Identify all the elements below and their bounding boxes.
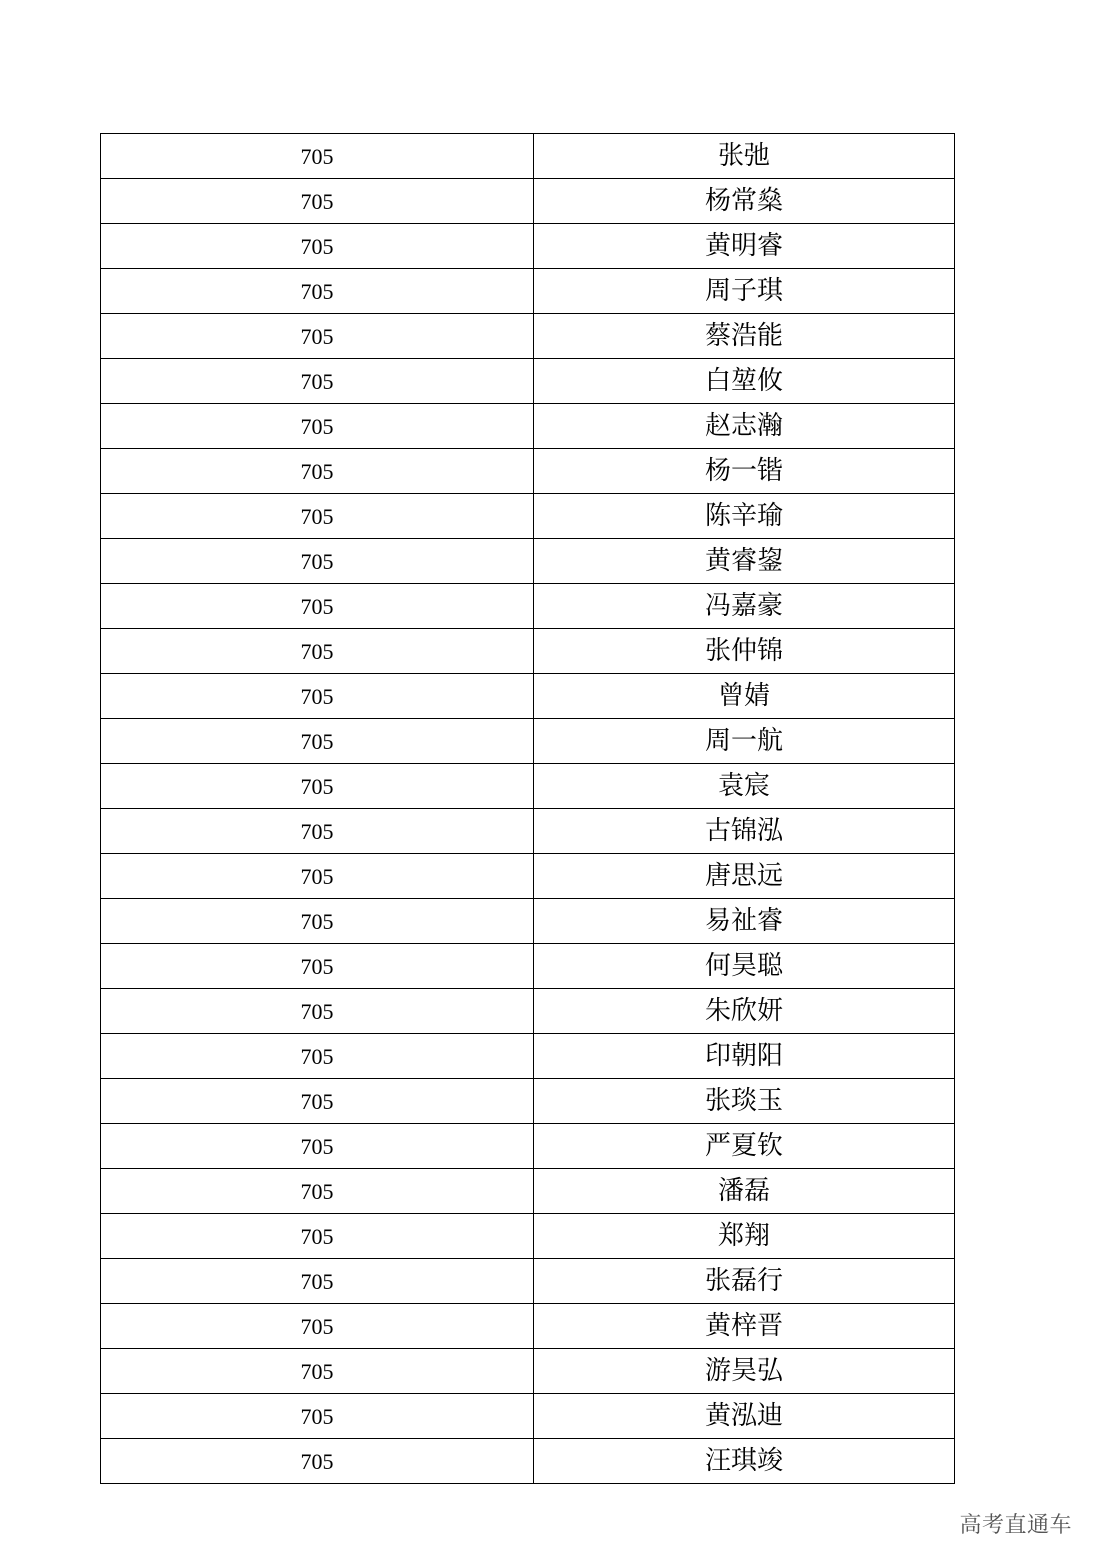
- name-cell: 唐思远: [534, 854, 955, 899]
- table-row: [101, 359, 955, 404]
- table-row: [101, 224, 955, 269]
- score-cell: 705: [101, 179, 534, 224]
- name-cell: 曾婧: [534, 674, 955, 719]
- name-cell: 陈辛瑜: [534, 494, 955, 539]
- table-row: [101, 1214, 955, 1259]
- table-row: [101, 899, 955, 944]
- name-cell: 蔡浩能: [534, 314, 955, 359]
- name-cell: 周一航: [534, 719, 955, 764]
- name-cell: 张弛: [534, 134, 955, 179]
- name-cell: 杨常燊: [534, 179, 955, 224]
- score-cell: 705: [101, 629, 534, 674]
- watermark-text: 高考直通车: [959, 1513, 1072, 1538]
- name-cell: 游昊弘: [534, 1349, 955, 1394]
- table-row: [101, 1124, 955, 1169]
- name-cell: 黄睿鋆: [534, 539, 955, 584]
- name-cell: 冯嘉豪: [534, 584, 955, 629]
- name-cell: 周子琪: [534, 269, 955, 314]
- score-cell: 705: [101, 989, 534, 1034]
- table-row: [101, 134, 955, 179]
- score-cell: 705: [101, 764, 534, 809]
- table-row: [101, 269, 955, 314]
- score-cell: 705: [101, 944, 534, 989]
- score-cell: 705: [101, 1079, 534, 1124]
- table-body: [101, 134, 955, 1484]
- name-cell: 张磊行: [534, 1259, 955, 1304]
- table-row: [101, 539, 955, 584]
- score-cell: 705: [101, 224, 534, 269]
- name-cell: 何昊聪: [534, 944, 955, 989]
- name-cell: 易祉睿: [534, 899, 955, 944]
- score-cell: 705: [101, 1439, 534, 1484]
- name-cell: 赵志瀚: [534, 404, 955, 449]
- name-cell: 汪琪竣: [534, 1439, 955, 1484]
- score-cell: 705: [101, 1124, 534, 1169]
- name-cell: 朱欣妍: [534, 989, 955, 1034]
- table-row: [101, 809, 955, 854]
- table-row: [101, 449, 955, 494]
- table-row: [101, 404, 955, 449]
- table-row: [101, 1439, 955, 1484]
- score-cell: 705: [101, 719, 534, 764]
- score-cell: 705: [101, 539, 534, 584]
- score-cell: 705: [101, 1349, 534, 1394]
- score-cell: 705: [101, 494, 534, 539]
- score-cell: 705: [101, 449, 534, 494]
- table-row: [101, 989, 955, 1034]
- table-row: [101, 584, 955, 629]
- name-cell: 印朝阳: [534, 1034, 955, 1079]
- table-row: [101, 1304, 955, 1349]
- table-row: [101, 179, 955, 224]
- score-cell: 705: [101, 1259, 534, 1304]
- name-cell: 张琰玉: [534, 1079, 955, 1124]
- score-cell: 705: [101, 674, 534, 719]
- table-row: [101, 494, 955, 539]
- score-cell: 705: [101, 1214, 534, 1259]
- score-cell: 705: [101, 899, 534, 944]
- table-row: [101, 854, 955, 899]
- score-cell: 705: [101, 584, 534, 629]
- score-cell: 705: [101, 134, 534, 179]
- score-cell: 705: [101, 269, 534, 314]
- score-cell: 705: [101, 359, 534, 404]
- name-cell: 郑翔: [534, 1214, 955, 1259]
- score-cell: 705: [101, 404, 534, 449]
- name-cell: 潘磊: [534, 1169, 955, 1214]
- table-row: [101, 1034, 955, 1079]
- table-row: [101, 674, 955, 719]
- score-cell: 705: [101, 854, 534, 899]
- table-row: [101, 719, 955, 764]
- score-cell: 705: [101, 809, 534, 854]
- score-cell: 705: [101, 1034, 534, 1079]
- name-cell: 黄泓迪: [534, 1394, 955, 1439]
- name-cell: 古锦泓: [534, 809, 955, 854]
- table-row: [101, 764, 955, 809]
- score-cell: 705: [101, 1169, 534, 1214]
- name-cell: 张仲锦: [534, 629, 955, 674]
- name-cell: 黄梓晋: [534, 1304, 955, 1349]
- score-cell: 705: [101, 1394, 534, 1439]
- table-row: [101, 314, 955, 359]
- table-row: [101, 629, 955, 674]
- score-cell: 705: [101, 314, 534, 359]
- table-row: [101, 1169, 955, 1214]
- name-cell: 杨一锴: [534, 449, 955, 494]
- table-row: [101, 1079, 955, 1124]
- table-row: [101, 1394, 955, 1439]
- name-cell: 白堃攸: [534, 359, 955, 404]
- name-cell: 黄明睿: [534, 224, 955, 269]
- name-cell: 严夏钦: [534, 1124, 955, 1169]
- score-cell: 705: [101, 1304, 534, 1349]
- table-row: [101, 1349, 955, 1394]
- table-row: [101, 1259, 955, 1304]
- table-row: [101, 944, 955, 989]
- name-cell: 袁宸: [534, 764, 955, 809]
- score-name-table: [100, 133, 955, 1484]
